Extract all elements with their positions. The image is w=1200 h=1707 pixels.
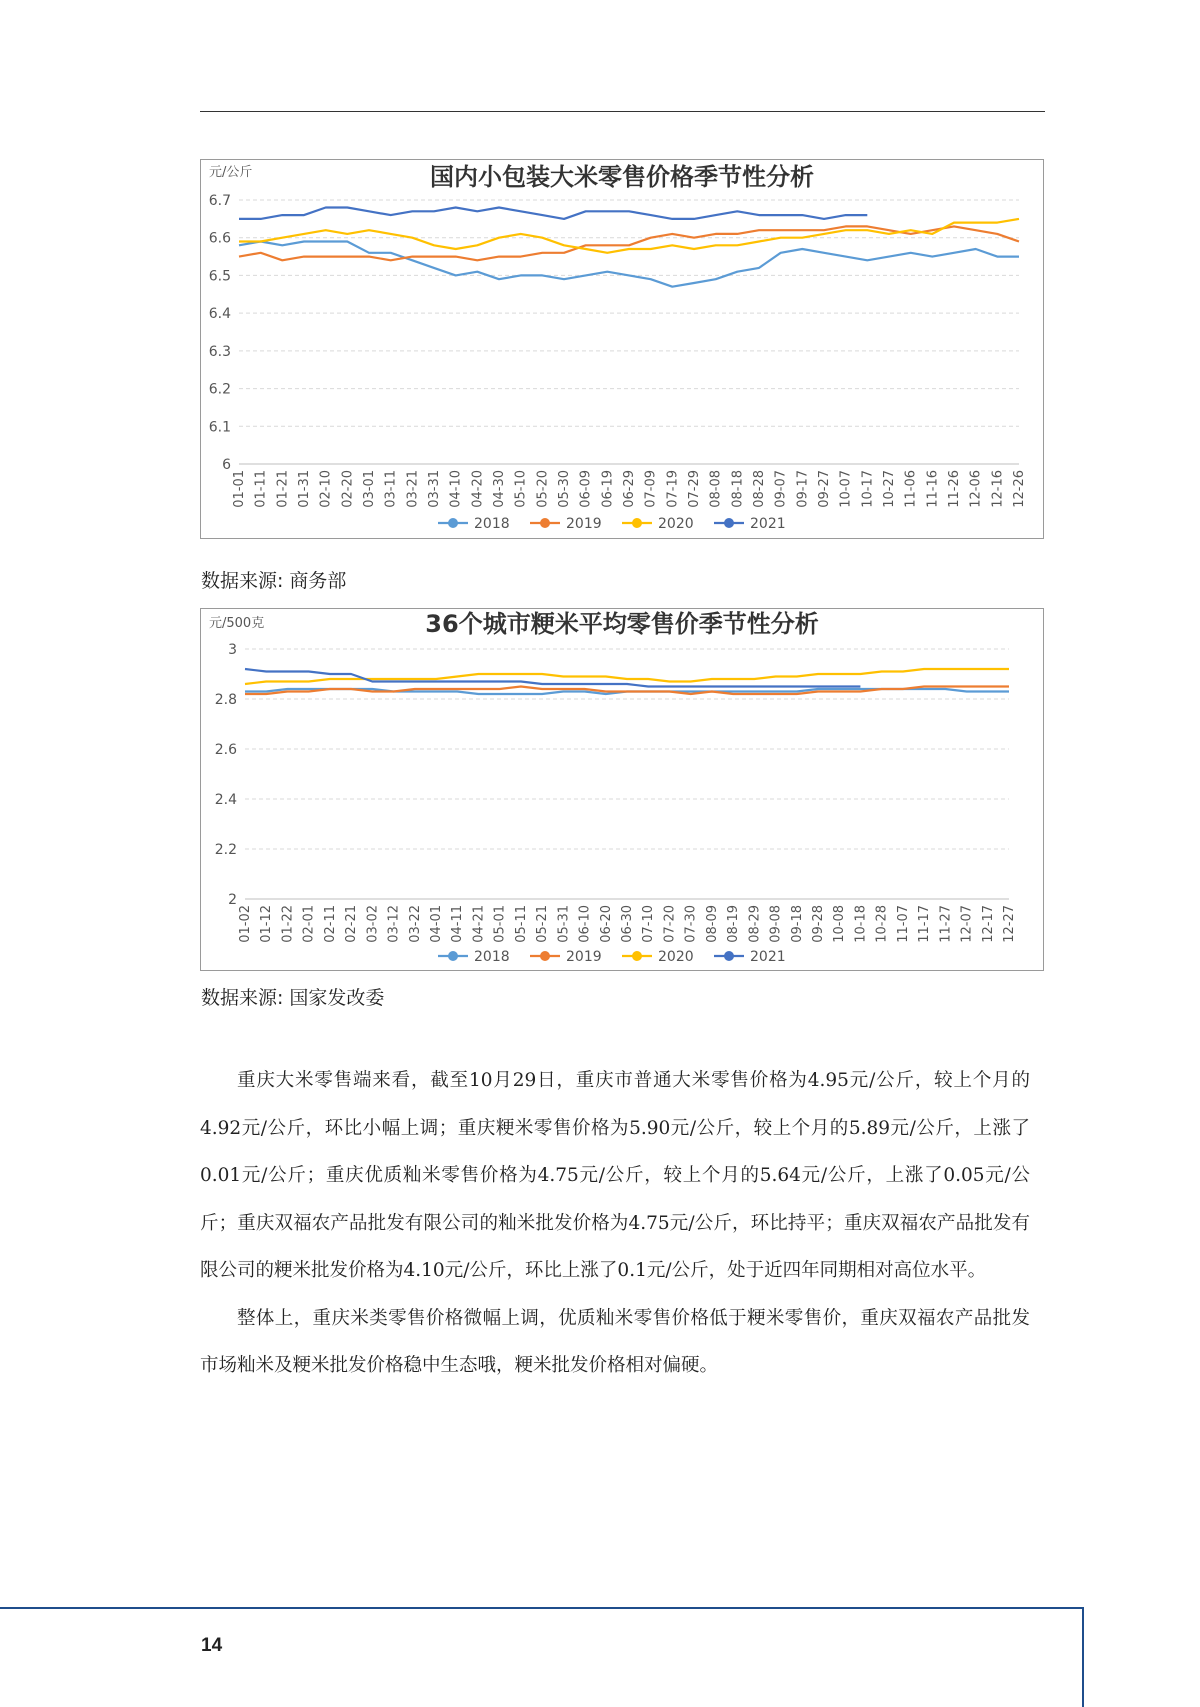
chart-source-note bbox=[201, 566, 346, 593]
x-tick-label: 07-10 bbox=[641, 905, 657, 943]
body-text bbox=[200, 1057, 1030, 1390]
source-label: 数据来源: bbox=[201, 570, 284, 592]
chart-title: 36个城市粳米平均零售价季节性分析 bbox=[425, 610, 819, 638]
legend-swatch-dot bbox=[724, 518, 734, 528]
page-number: 14 bbox=[201, 1635, 223, 1656]
x-tick-label: 07-29 bbox=[687, 470, 702, 508]
legend-swatch-dot bbox=[632, 518, 642, 528]
y-tick-label: 6.3 bbox=[208, 343, 231, 360]
paragraph: 重庆大米零售端来看，截至10月29日，重庆市普通大米零售价格为4.95元/公斤，较上个月的4.92元/公斤，环比小幅上调；重庆粳米零售价格为5.90元/公斤，较上个月的5.89元/公斤，上涨了0.01元/公斤；重庆优质籼米零售价格为4.75元/公斤，较上个月的5.64元/公斤，上涨了0.05元/公斤；重庆双福农产品批发有限公司的籼米批发价格为4.75元/公斤，环比持平；重庆双福农产品批发有限公司的粳米批发价格为4.10元/公斤，环比上涨了0.1元/公斤，处于近四年同期相对高位水平。 bbox=[200, 1070, 1030, 1281]
source-label: 数据来源: bbox=[201, 987, 284, 1009]
x-tick-label: 05-20 bbox=[535, 470, 551, 508]
x-tick-label: 10-07 bbox=[838, 470, 854, 508]
rice-retail-price-chart-svg bbox=[201, 160, 1043, 538]
x-tick-label: 11-16 bbox=[925, 470, 941, 508]
x-tick-label: 02-20 bbox=[340, 470, 356, 508]
x-tick-label: 11-26 bbox=[947, 470, 962, 508]
x-tick-label: 10-28 bbox=[874, 905, 890, 943]
y-tick-label: 6.2 bbox=[208, 381, 231, 398]
x-tick-label: 10-08 bbox=[832, 905, 848, 943]
legend-label: 2018 bbox=[474, 949, 510, 965]
x-tick-label: 05-30 bbox=[557, 470, 572, 508]
x-tick-label: 10-17 bbox=[860, 470, 876, 508]
footer-rule-vertical bbox=[1082, 1607, 1084, 1707]
x-tick-label: 04-30 bbox=[492, 470, 507, 508]
source-value: 国家发改委 bbox=[289, 987, 385, 1009]
x-tick-label: 09-08 bbox=[768, 905, 784, 943]
x-tick-label: 12-27 bbox=[1002, 905, 1017, 943]
x-tick-label: 01-12 bbox=[259, 905, 275, 943]
y-tick-label: 6.1 bbox=[208, 419, 231, 436]
x-tick-label: 11-17 bbox=[917, 905, 933, 943]
x-tick-label: 08-08 bbox=[708, 470, 724, 508]
legend-label: 2019 bbox=[566, 516, 602, 532]
x-tick-label: 12-16 bbox=[990, 470, 1006, 508]
y-tick-label: 6 bbox=[222, 457, 231, 473]
x-tick-label: 07-20 bbox=[662, 905, 678, 943]
legend-item-2021 bbox=[714, 516, 786, 532]
x-tick-label: 01-02 bbox=[238, 905, 253, 943]
y-tick-label: 6.5 bbox=[208, 268, 231, 285]
x-tick-label: 06-10 bbox=[577, 905, 593, 943]
x-tick-label: 06-29 bbox=[622, 470, 637, 508]
x-tick-label: 10-27 bbox=[882, 470, 897, 508]
series-line-2021 bbox=[239, 208, 867, 219]
legend-swatch-dot bbox=[540, 518, 550, 528]
legend-swatch-dot bbox=[448, 951, 458, 961]
x-tick-label: 02-21 bbox=[344, 905, 360, 943]
x-tick-label: 07-09 bbox=[643, 470, 659, 508]
legend-item-2020 bbox=[622, 949, 694, 965]
x-tick-label: 02-01 bbox=[301, 905, 317, 943]
y-tick-label: 2 bbox=[228, 892, 237, 908]
x-tick-label: 09-17 bbox=[795, 470, 811, 508]
paragraph: 整体上，重庆米类零售价格微幅上调，优质籼米零售价格低于粳米零售价，重庆双福农产品批发市场籼米及粳米批发价格稳中生态哦，粳米批发价格相对偏硬。 bbox=[200, 1307, 1030, 1376]
y-tick-label: 3 bbox=[228, 642, 237, 658]
legend-label: 2019 bbox=[566, 949, 602, 965]
x-tick-label: 04-10 bbox=[448, 470, 464, 508]
legend-item-2020 bbox=[622, 516, 694, 532]
x-tick-label: 07-30 bbox=[683, 905, 699, 943]
x-tick-label: 01-31 bbox=[297, 470, 312, 508]
y-axis-unit: 元/公斤 bbox=[209, 165, 253, 180]
x-tick-label: 12-17 bbox=[980, 905, 996, 943]
x-tick-label: 03-01 bbox=[362, 470, 377, 508]
x-tick-label: 02-11 bbox=[322, 905, 338, 943]
y-tick-label: 2.4 bbox=[214, 792, 237, 808]
legend-item-2021 bbox=[714, 949, 786, 965]
chart-source-note bbox=[201, 983, 384, 1010]
x-tick-label: 09-18 bbox=[789, 905, 805, 943]
x-tick-label: 05-11 bbox=[513, 905, 529, 943]
legend-swatch-dot bbox=[724, 951, 734, 961]
x-tick-label: 06-19 bbox=[600, 470, 616, 508]
x-tick-label: 12-07 bbox=[959, 905, 975, 943]
legend-label: 2020 bbox=[658, 949, 694, 965]
y-tick-label: 2.6 bbox=[214, 742, 237, 758]
x-tick-label: 09-27 bbox=[817, 470, 832, 508]
x-tick-label: 03-22 bbox=[407, 905, 423, 943]
legend-label: 2018 bbox=[474, 516, 510, 532]
legend-label: 2021 bbox=[750, 516, 786, 532]
x-tick-label: 03-21 bbox=[405, 470, 421, 508]
legend-item-2018 bbox=[438, 949, 510, 965]
x-tick-label: 06-20 bbox=[598, 905, 614, 943]
x-tick-label: 06-30 bbox=[620, 905, 635, 943]
y-tick-label: 2.2 bbox=[214, 842, 237, 858]
x-tick-label: 05-31 bbox=[556, 905, 572, 943]
x-tick-label: 03-11 bbox=[383, 470, 399, 508]
series-line-2019 bbox=[245, 687, 1009, 695]
x-tick-label: 03-12 bbox=[386, 905, 402, 943]
x-tick-label: 04-01 bbox=[429, 905, 444, 943]
legend-swatch-dot bbox=[632, 951, 642, 961]
x-tick-label: 11-07 bbox=[895, 905, 911, 943]
x-tick-label: 03-31 bbox=[427, 470, 442, 508]
x-tick-label: 08-28 bbox=[752, 470, 767, 508]
x-tick-label: 05-10 bbox=[513, 470, 529, 508]
x-tick-label: 04-11 bbox=[450, 905, 466, 943]
x-tick-label: 04-20 bbox=[470, 470, 486, 508]
x-tick-label: 12-06 bbox=[968, 470, 984, 508]
x-tick-label: 08-29 bbox=[747, 905, 763, 943]
legend-label: 2020 bbox=[658, 516, 694, 532]
legend-swatch-dot bbox=[448, 518, 458, 528]
footer-rule bbox=[0, 1607, 1084, 1609]
x-tick-label: 04-21 bbox=[471, 905, 487, 943]
x-tick-label: 07-19 bbox=[665, 470, 681, 508]
x-tick-label: 12-26 bbox=[1012, 470, 1027, 508]
x-tick-label: 11-06 bbox=[903, 470, 919, 508]
x-tick-label: 01-11 bbox=[253, 470, 269, 508]
x-tick-label: 09-28 bbox=[811, 905, 826, 943]
legend-item-2018 bbox=[438, 516, 510, 532]
x-tick-label: 08-09 bbox=[704, 905, 720, 943]
x-tick-label: 05-01 bbox=[492, 905, 508, 943]
chart-title: 国内小包装大米零售价格季节性分析 bbox=[430, 163, 814, 191]
legend-item-2019 bbox=[530, 516, 602, 532]
x-tick-label: 02-10 bbox=[318, 470, 334, 508]
header-rule bbox=[200, 111, 1045, 112]
x-tick-label: 01-21 bbox=[275, 470, 291, 508]
x-tick-label: 01-01 bbox=[232, 470, 247, 508]
x-tick-label: 10-18 bbox=[853, 905, 869, 943]
legend-item-2019 bbox=[530, 949, 602, 965]
x-tick-label: 08-19 bbox=[726, 905, 742, 943]
x-tick-label: 08-18 bbox=[730, 470, 746, 508]
x-tick-label: 09-07 bbox=[773, 470, 789, 508]
x-tick-label: 03-02 bbox=[365, 905, 381, 943]
y-tick-label: 6.4 bbox=[208, 306, 231, 323]
x-tick-label: 01-22 bbox=[280, 905, 296, 943]
japonica-rice-price-chart-svg bbox=[201, 609, 1043, 970]
y-tick-label: 6.6 bbox=[208, 230, 231, 247]
rice-retail-price-chart bbox=[200, 159, 1044, 539]
x-tick-label: 05-21 bbox=[535, 905, 551, 943]
x-tick-label: 06-09 bbox=[578, 470, 594, 508]
legend-label: 2021 bbox=[750, 949, 786, 965]
japonica-rice-price-chart bbox=[200, 608, 1044, 971]
legend-swatch-dot bbox=[540, 951, 550, 961]
series-line-2020 bbox=[239, 219, 1019, 253]
source-value: 商务部 bbox=[289, 570, 347, 592]
y-axis-unit: 元/500克 bbox=[209, 616, 265, 631]
x-tick-label: 11-27 bbox=[938, 905, 954, 943]
y-tick-label: 6.7 bbox=[208, 193, 231, 209]
y-tick-label: 2.8 bbox=[214, 692, 237, 708]
